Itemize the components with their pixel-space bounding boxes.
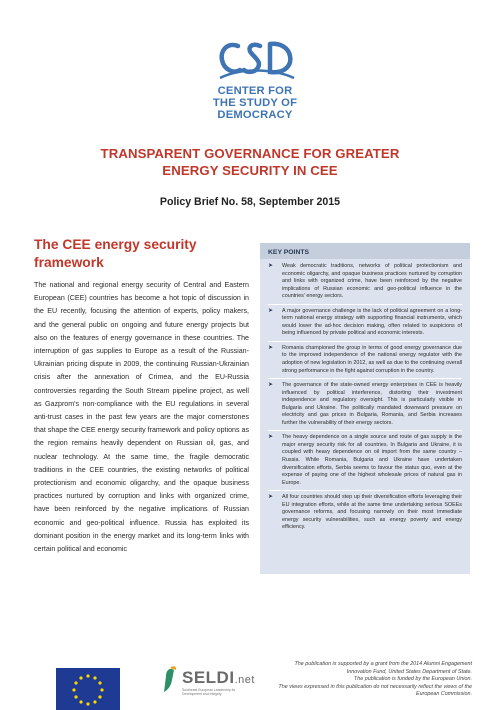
arrow-bullet-icon: ➤ xyxy=(268,307,274,314)
key-point-text: The heavy dependence on a single source and route of gas supply is the major energy security risk for all countries. In Bulgaria and Ukraine, it is coupled with heavy dependence on oil import from the same country – Russia. While Romania, Bulgaria and Ukraine have undertaken diversification efforts, Serbia seems to favour the status quo, even at the expense of paying one of the highest wholesale prices of natural gas in Europe. xyxy=(282,434,462,486)
arrow-bullet-icon: ➤ xyxy=(268,344,274,351)
key-point-item xyxy=(268,434,462,491)
key-point-item xyxy=(268,494,462,535)
footer-note: The publication is funded by the European Union. xyxy=(353,676,472,683)
key-point-text: All four countries should step up their diversification efforts leveraging their EU integration efforts, while at the same time undertaking serious SOEEs governance reforms, and focusing narrowly on their most immediate energy security vulnerabilities, such as energy poverty and energy efficiency. xyxy=(282,494,462,531)
key-point-item xyxy=(268,382,462,431)
section-body: The national and regional energy security of Central and Eastern European (CEE) countries has become a hot topic of discussion in the EU recently, focusing the attention of experts, policy makers, and the general public on ongoing and future energy projects but also on the features of energy governance in these countries. The interruption of gas supplies to Europe as a result of the Russian-Ukrainian pricing dispute in 2009, the continuing Russian-Ukrainian crisis after the annexation of Crimea, and the EU-Russia controversies regarding the South Stream pipeline project, as well as Gazprom's non-compliance with the EU regulations in several anti-trust cases in the past few years are the major cornerstones that shape the CEE energy security framework and policy options as the region remains heavily dependent on Russian oil, gas, and nuclear technology. At the same time, the fragile democratic traditions in the CEE countries, the existing networks of political protectionism and economic oligarchy, and the opaque business practices nurtured by corruption and links with organized crime, have been reinforced by the negative implications of Russian economic and geo-political influence. Russia has exploited its dominant position in the energy market and its long-term links with certain political and economic xyxy=(34,281,249,554)
arrow-bullet-icon: ➤ xyxy=(268,263,274,269)
section-heading xyxy=(34,236,249,271)
heading-line: The CEE energy security xyxy=(34,237,197,252)
csd-name xyxy=(200,86,310,121)
key-point-item xyxy=(268,308,462,342)
key-point-text: The governance of the state-owned energy enterprises in CEE is heavily influenced by political interference, distorting their investment independence and regulatory oversight. This is particularly visible in Bulgaria and Ukraine. The politically mandated downward pressure on electricity and gas prices in Bulgaria, Romania, and Serbia increases further the vulnerability of their energy sectors. xyxy=(282,382,462,426)
csd-logo-icon xyxy=(216,38,296,82)
seldi-name-main: SELDI xyxy=(182,668,235,687)
footer-note: The views expressed in this publication do not necessarily reflect the views of the European Commission. xyxy=(278,683,472,698)
seldi-logo-icon xyxy=(158,664,180,694)
key-points-list xyxy=(260,259,470,535)
title-line: TRANSPARENT GOVERNANCE FOR GREATER xyxy=(100,146,400,161)
key-point-item xyxy=(268,263,462,305)
csd-name-line: THE STUDY OF xyxy=(212,96,298,109)
arrow-bullet-icon: ➤ xyxy=(268,494,274,501)
arrow-bullet-icon: ➤ xyxy=(268,382,274,389)
key-point-item xyxy=(268,345,462,379)
document-subtitle: Policy Brief No. 58, September 2015 xyxy=(159,196,341,208)
key-point-text: Romania championed the group in terms of good energy governance due to the improved independence of the national energy regulator with the adoption of new legislation in 2012, as well as due to the continuing overall strong performance in the fight against corruption in the country. xyxy=(282,344,462,374)
heading-line: framework xyxy=(34,254,104,270)
key-points-heading: KEY POINTS xyxy=(260,243,470,259)
footer-note: The publication is supported by a grant from the 2014 Alumni Engagement Innovation Fund, United States Department of State. xyxy=(294,661,472,675)
csd-name-line: CENTER FOR xyxy=(217,85,293,97)
key-point-text: Weak democratic traditions, networks of political protectionism and economic oligarchy, and opaque business practices nurtured by corruption and links with organized crime, have been reinforced by the negative implications of Russian economic and geo-political influence in the countries' energy sectors. xyxy=(282,263,462,300)
seldi-name xyxy=(182,668,255,688)
title-line: ENERGY SECURITY IN CEE xyxy=(162,162,338,178)
seldi-name-suffix: .net xyxy=(234,674,255,686)
arrow-bullet-icon: ➤ xyxy=(268,434,274,441)
footer-notes xyxy=(272,661,472,699)
seldi-tagline: Southeast European Leadership for Development and Integrity xyxy=(182,688,236,696)
document-title xyxy=(60,146,440,179)
key-points-box xyxy=(260,243,470,574)
key-point-text: A major governance challenge is the lack of political agreement on a long-term national energy strategy with supporting financial instruments, which would lower the ad-hoc decision making, often related to suspicions of being influenced by private political and economic interests. xyxy=(282,307,462,337)
csd-name-line: DEMOCRACY xyxy=(217,108,293,121)
eu-flag-icon xyxy=(56,668,120,710)
